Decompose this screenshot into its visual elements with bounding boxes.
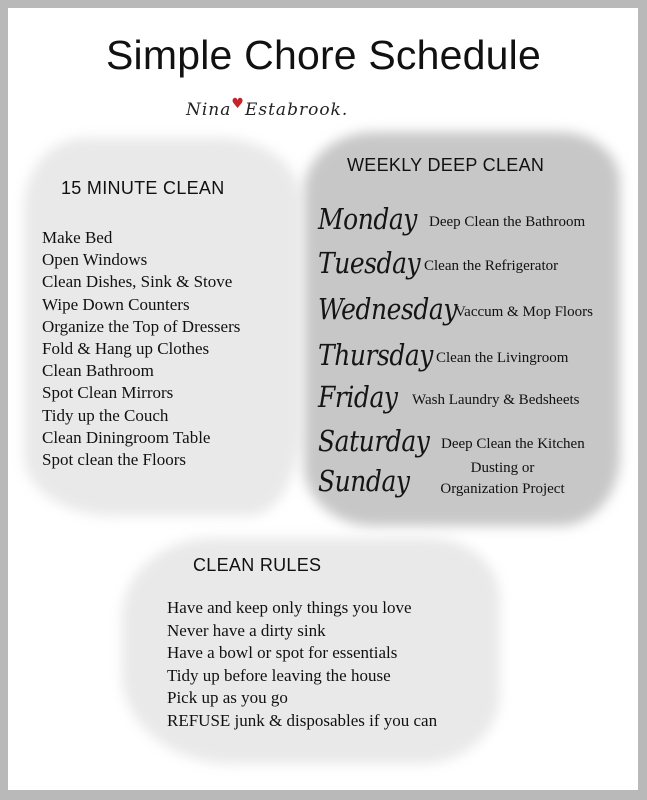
quick-clean-item: Wipe Down Counters: [42, 294, 190, 314]
weekly-row-saturday: [318, 418, 618, 458]
weekly-row-thursday: [318, 332, 618, 372]
rule-item: Tidy up before leaving the house: [167, 665, 391, 685]
quick-clean-item: Spot clean the Floors: [42, 449, 187, 469]
day-task-line: Organization Project: [440, 481, 565, 497]
day-task: Deep Clean the Kitchen: [441, 436, 585, 452]
weekly-row-monday: [318, 196, 618, 236]
signature-last-name: Estabrook.: [244, 100, 349, 120]
day-task: Vaccum & Mop Floors: [455, 304, 593, 320]
quick-clean-heading: 15 MINUTE CLEAN: [61, 178, 225, 198]
rules-list: [167, 597, 437, 733]
quick-clean-item: Fold & Hang up Clothes: [42, 338, 210, 358]
heart-icon: ♥: [231, 96, 245, 112]
quick-clean-list: [42, 227, 240, 471]
day-name: Monday: [318, 202, 417, 236]
quick-clean-item: Make Bed: [42, 228, 113, 247]
weekly-clean-heading: WEEKLY DEEP CLEAN: [347, 155, 545, 175]
page-title: Simple Chore Schedule: [106, 32, 541, 78]
quick-clean-item: Clean Bathroom: [42, 361, 154, 381]
rules-heading: CLEAN RULES: [193, 555, 322, 575]
quick-clean-item: Tidy up the Couch: [42, 405, 169, 425]
rule-item: REFUSE junk & disposables if you can: [167, 710, 438, 730]
day-task: Clean the Refrigerator: [424, 258, 559, 274]
day-name: Wednesday: [318, 292, 458, 326]
signature-first-name: Nina: [186, 100, 232, 120]
day-name: Thursday: [318, 338, 433, 372]
quick-clean-item: Clean Diningroom Table: [42, 427, 211, 447]
author-signature: [186, 96, 349, 120]
quick-clean-item: Open Windows: [42, 250, 148, 270]
day-task: [430, 458, 575, 500]
weekly-row-wednesday: [318, 286, 618, 326]
quick-clean-item: Clean Dishes, Sink & Stove: [42, 272, 233, 292]
day-name: Tuesday: [318, 246, 421, 280]
rule-item: Never have a dirty sink: [167, 620, 326, 640]
weekly-row-tuesday: [318, 240, 618, 280]
rule-item: Pick up as you go: [167, 688, 288, 708]
day-task: Clean the Livingroom: [436, 350, 569, 366]
quick-clean-item: Spot Clean Mirrors: [42, 383, 174, 403]
day-name: Sunday: [318, 464, 410, 498]
day-task-line: Dusting or: [470, 460, 535, 476]
day-name: Saturday: [318, 424, 430, 458]
rule-item: Have and keep only things you love: [167, 598, 412, 617]
day-task: Deep Clean the Bathroom: [429, 214, 586, 230]
weekly-row-friday: [318, 374, 618, 414]
day-name: Friday: [318, 380, 398, 414]
weekly-row-sunday: [318, 458, 618, 498]
day-task: Wash Laundry & Bedsheets: [412, 392, 580, 408]
quick-clean-item: Organize the Top of Dressers: [42, 316, 241, 336]
rule-item: Have a bowl or spot for essentials: [167, 643, 398, 663]
